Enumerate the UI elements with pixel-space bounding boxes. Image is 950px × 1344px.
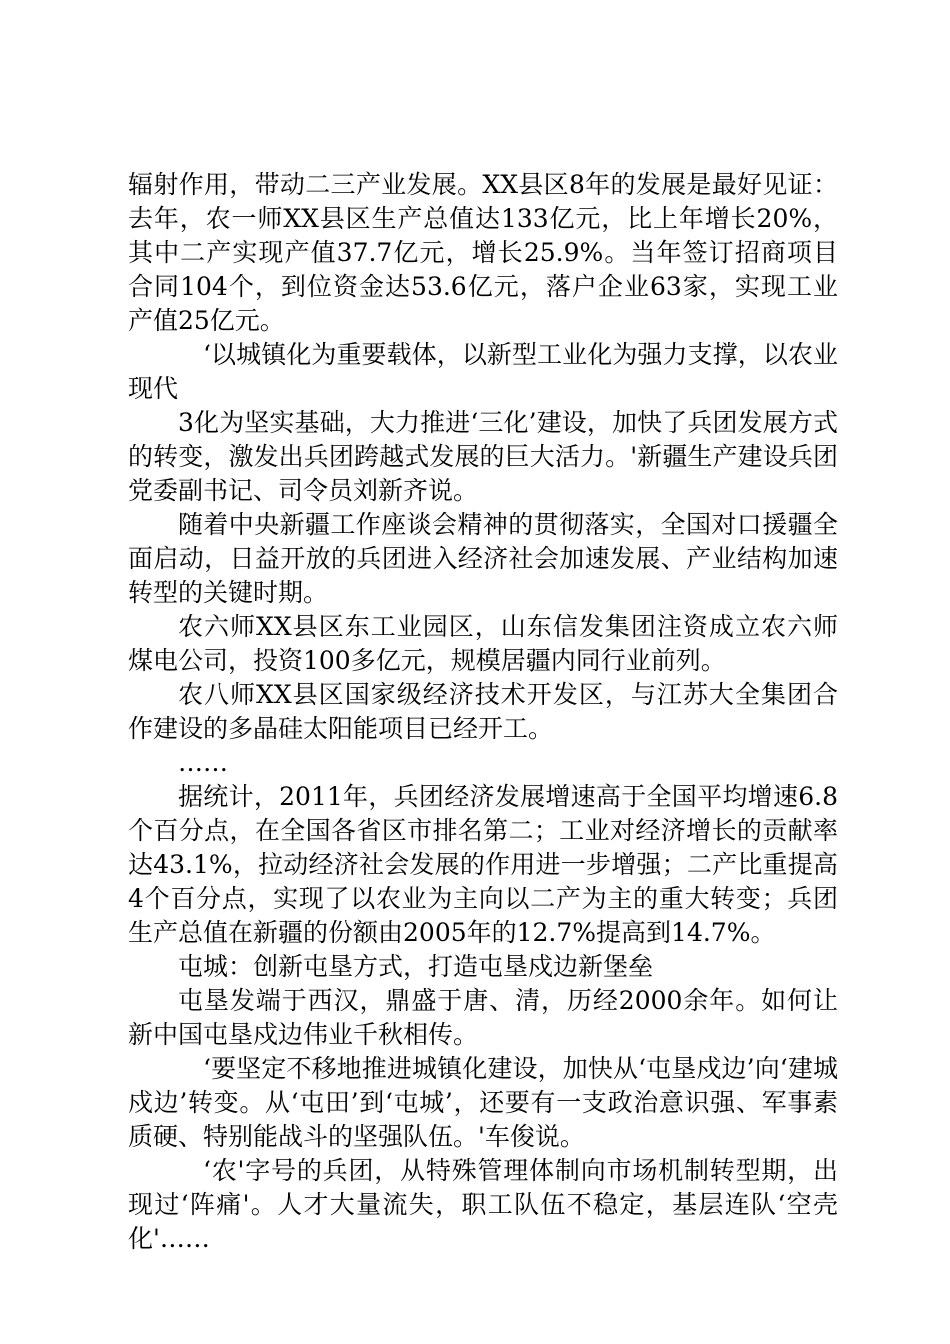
paragraph-quote-urbanization: ‘以城镇化为重要载体，以新型工业化为强力支撑，以农业现代 [128,340,838,403]
paragraph-sixth-division: 农六师XX县区东工业园区，山东信发集团注资成立农六师煤电公司，投资100多亿元，规模居疆内同行业前列。 [128,612,838,675]
paragraph-transition-pain: ‘农'字号的兵团，从特殊管理体制向市场机制转型期，出现过‘阵痛'。人才大量流失，职工队伍不稳定，基层连队‘空壳化'…… [128,1156,838,1253]
paragraph-eighth-division: 农八师XX县区国家级经济技术开发区，与江苏大全集团合作建设的多晶硅太阳能项目已经开工。 [128,680,838,743]
paragraph-tunken-history: 屯垦发端于西汉，鼎盛于唐、清，历经2000余年。如何让新中国屯垦戍边伟业千秋相传。 [128,986,838,1049]
paragraph-three-modernizations: 3化为坚实基础，大力推进‘三化’建设，加快了兵团发展方式的转变，激发出兵团跨越式发展的巨大活力。'新疆生产建设兵团党委副书记、司令员刘新齐说。 [128,408,838,505]
ellipsis-line: …… [178,748,228,777]
section-heading-tuncheng: 屯城：创新屯垦方式，打造屯垦戍边新堡垒 [178,952,654,981]
document-page [128,168,838,1256]
paragraph-quote-che-jun: ‘要坚定不移地推进城镇化建设，加快从‘屯垦戍边’向‘建城戍边’转变。从‘屯田’到‘屯城’，还要有一支政治意识强、军事素质硬、特别能战斗的坚强队伍。'车俊说。 [128,1054,838,1151]
paragraph-industry-development: 辐射作用，带动二三产业发展。XX县区8年的发展是最好见证：去年，农一师XX县区生产总值达133亿元，比上年增长20%，其中二产实现产值37.7亿元，增长25.9%。当年签订招商项目合同104个，到位资金达53.6亿元，落户企业63家，实现工业产值25亿元。 [128,170,838,335]
paragraph-xinjiang-aid: 随着中央新疆工作座谈会精神的贯彻落实，全国对口援疆全面启动，日益开放的兵团进入经济社会加速发展、产业结构加速转型的关键时期。 [128,510,838,607]
paragraph-statistics-2011: 据统计，2011年，兵团经济发展增速高于全国平均增速6.8个百分点，在全国各省区市排名第二；工业对经济增长的贡献率达43.1%，拉动经济社会发展的作用进一步增强；二产比重提高4个百分点，实现了以农业为主向以二产为主的重大转变；兵团生产总值在新疆的份额由2005年的12.7%提高到14.7%。 [128,782,838,947]
